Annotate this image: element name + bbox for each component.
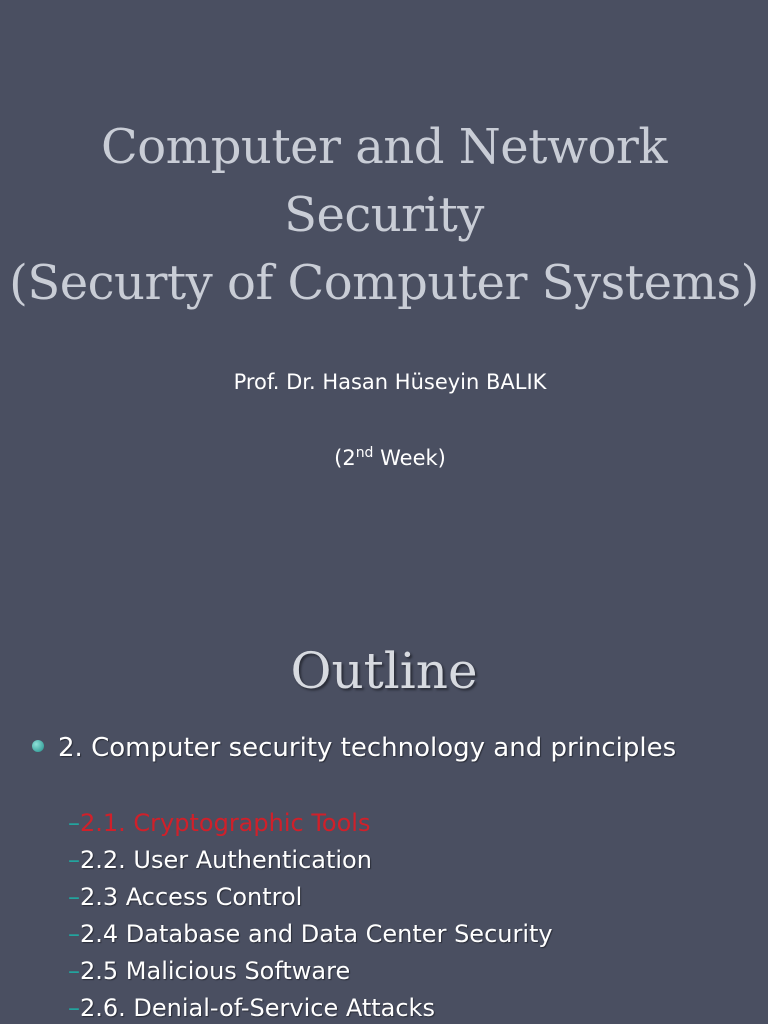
outline-item bbox=[68, 842, 758, 879]
dash-icon: – bbox=[68, 846, 80, 874]
outline-item-label: 2.5 Malicious Software bbox=[80, 957, 351, 985]
outline-item-label: 2.3 Access Control bbox=[80, 883, 303, 911]
week-prefix: (2 bbox=[334, 446, 356, 470]
main-bullet-text: 2. Computer security technology and principles bbox=[58, 733, 677, 763]
outline-item bbox=[68, 916, 758, 953]
week-label bbox=[0, 445, 768, 470]
outline-item-label: 2.1. Cryptographic Tools bbox=[80, 809, 371, 837]
title-line-2: Security bbox=[284, 187, 484, 243]
week-suffix: Week) bbox=[373, 446, 446, 470]
dash-icon: – bbox=[68, 883, 80, 911]
dash-icon: – bbox=[68, 809, 80, 837]
outline-item bbox=[68, 879, 758, 916]
outline-item-label: 2.4 Database and Data Center Security bbox=[80, 920, 553, 948]
main-bullet bbox=[30, 730, 750, 766]
outline-item bbox=[68, 953, 758, 990]
outline-item bbox=[68, 805, 758, 842]
outline-item bbox=[68, 990, 758, 1024]
title-line-1: Computer and Network bbox=[101, 119, 667, 175]
outline-sub-list bbox=[68, 805, 758, 1024]
slide-title bbox=[0, 113, 768, 317]
dash-icon: – bbox=[68, 994, 80, 1022]
outline-item-label: 2.2. User Authentication bbox=[80, 846, 372, 874]
author-name: Prof. Dr. Hasan Hüseyin BALIK bbox=[233, 370, 547, 394]
dash-icon: – bbox=[68, 920, 80, 948]
week-superscript: nd bbox=[355, 445, 374, 461]
title-line-3: (Securty of Computer Systems) bbox=[9, 255, 759, 311]
dash-icon: – bbox=[68, 957, 80, 985]
outline-item-label: 2.6. Denial-of-Service Attacks bbox=[80, 994, 435, 1022]
outline-title: Outline bbox=[290, 642, 478, 700]
bullet-dot-icon bbox=[32, 740, 44, 752]
